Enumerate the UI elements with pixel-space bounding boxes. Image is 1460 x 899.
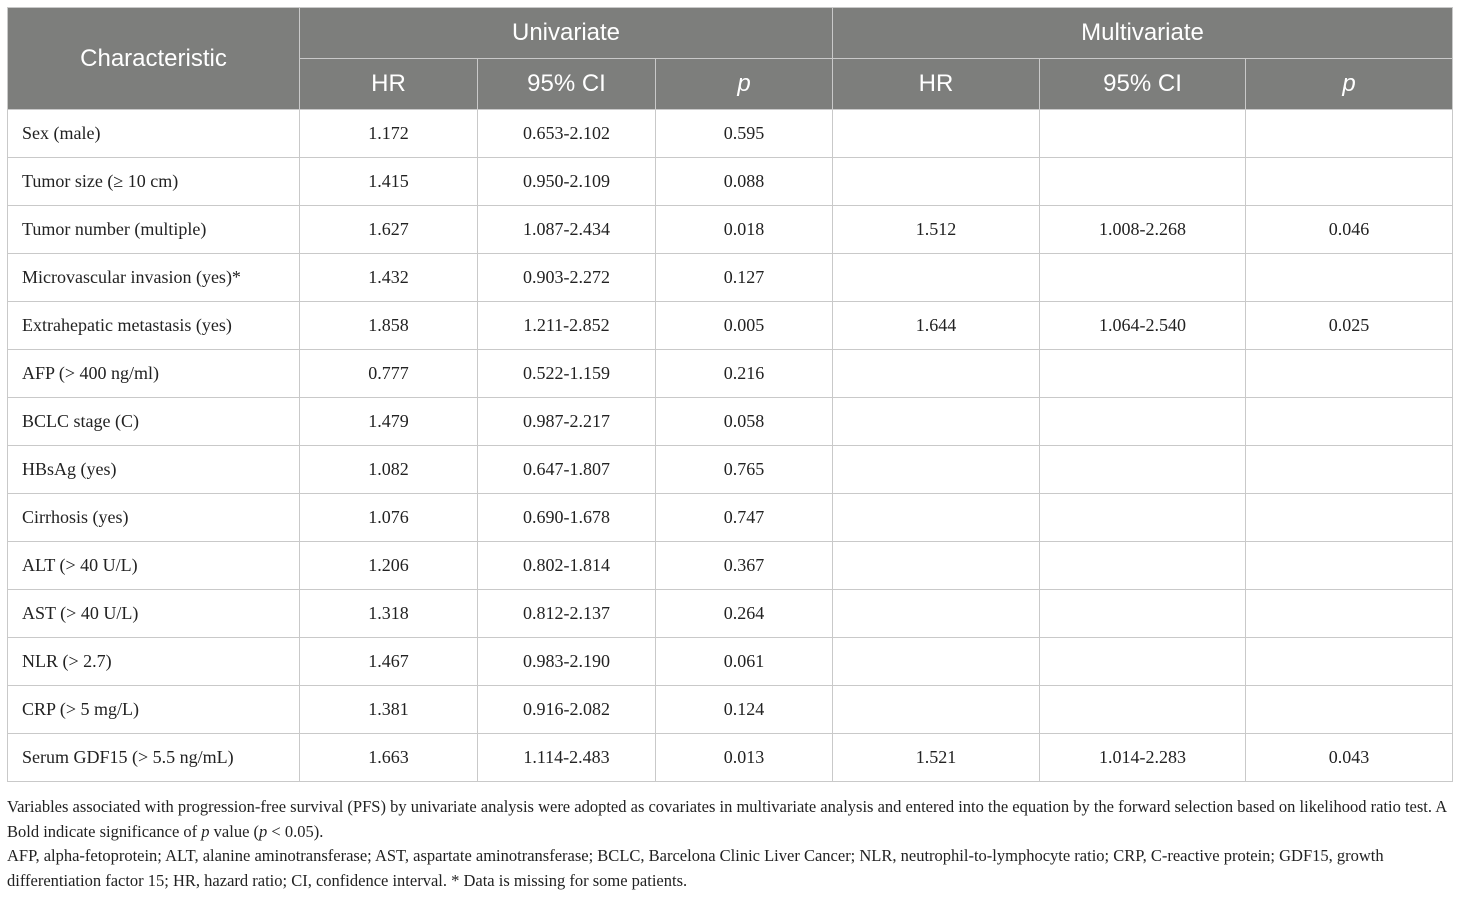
cell-multivariate-p	[1246, 110, 1453, 158]
header-univariate-ci: 95% CI	[478, 59, 656, 110]
cell-univariate-ci: 0.983-2.190	[478, 638, 656, 686]
cell-univariate-hr: 1.076	[300, 494, 478, 542]
cell-univariate-ci: 0.522-1.159	[478, 350, 656, 398]
header-multivariate-ci: 95% CI	[1040, 59, 1246, 110]
results-table	[7, 7, 1453, 782]
cell-univariate-p: 0.367	[656, 542, 833, 590]
cell-univariate-p: 0.124	[656, 686, 833, 734]
cell-univariate-ci: 0.812-2.137	[478, 590, 656, 638]
footnote-text: < 0.05).	[267, 821, 324, 841]
cell-univariate-p: 0.747	[656, 494, 833, 542]
footnote-abbreviations: AFP, alpha-fetoprotein; ALT, alanine aminotransferase; AST, aspartate aminotransferase; BCLC, Barcelona Clinic Liver Cancer; NLR, neutrophil-to-lymphocyte ratio; CRP, C-reactive protein; GDF15, growth differentiation factor 15; HR, hazard ratio; CI, confidence interval. * Data is missing for some patients.	[7, 846, 1384, 890]
cell-univariate-ci: 1.087-2.434	[478, 206, 656, 254]
table-row	[8, 302, 1453, 350]
cell-univariate-ci: 0.950-2.109	[478, 158, 656, 206]
cell-univariate-p: 0.765	[656, 446, 833, 494]
cell-univariate-hr: 1.663	[300, 734, 478, 782]
cell-univariate-ci: 0.916-2.082	[478, 686, 656, 734]
cell-multivariate-p	[1246, 494, 1453, 542]
cell-multivariate-ci: 1.008-2.268	[1040, 206, 1246, 254]
footnote-text: Variables associated with progression-free survival (PFS) by univariate analysis were adopted as covariates in multivariate analysis and entered into the equation by the forward selection based on likelihood ratio test. A Bold indicate significance of	[7, 797, 1447, 841]
cell-univariate-ci: 0.690-1.678	[478, 494, 656, 542]
header-multivariate-p: p	[1246, 59, 1453, 110]
cell-univariate-ci: 0.987-2.217	[478, 398, 656, 446]
cell-univariate-hr: 1.479	[300, 398, 478, 446]
cell-univariate-p: 0.264	[656, 590, 833, 638]
cell-univariate-ci: 0.647-1.807	[478, 446, 656, 494]
cell-multivariate-hr	[833, 494, 1040, 542]
cell-characteristic: AFP (> 400 ng/ml)	[8, 350, 300, 398]
cell-univariate-ci: 1.211-2.852	[478, 302, 656, 350]
table-row	[8, 254, 1453, 302]
table-row	[8, 638, 1453, 686]
cell-characteristic: Extrahepatic metastasis (yes)	[8, 302, 300, 350]
table-row	[8, 398, 1453, 446]
header-univariate-hr: HR	[300, 59, 478, 110]
cell-characteristic: BCLC stage (C)	[8, 398, 300, 446]
header-row-groups	[8, 8, 1453, 59]
cell-univariate-p: 0.216	[656, 350, 833, 398]
table-row	[8, 110, 1453, 158]
cell-multivariate-p	[1246, 590, 1453, 638]
cell-multivariate-ci: 1.014-2.283	[1040, 734, 1246, 782]
cell-multivariate-hr	[833, 686, 1040, 734]
cell-univariate-p: 0.127	[656, 254, 833, 302]
cell-characteristic: Sex (male)	[8, 110, 300, 158]
cell-multivariate-hr	[833, 542, 1040, 590]
cell-multivariate-p	[1246, 446, 1453, 494]
cell-characteristic: CRP (> 5 mg/L)	[8, 686, 300, 734]
cell-characteristic: NLR (> 2.7)	[8, 638, 300, 686]
cell-characteristic: Serum GDF15 (> 5.5 ng/mL)	[8, 734, 300, 782]
table-row	[8, 206, 1453, 254]
cell-multivariate-p	[1246, 398, 1453, 446]
table-row	[8, 446, 1453, 494]
cell-multivariate-p: 0.025	[1246, 302, 1453, 350]
cell-multivariate-ci	[1040, 686, 1246, 734]
footnote-p-symbol: p	[201, 821, 210, 841]
cell-univariate-hr: 1.858	[300, 302, 478, 350]
table-row	[8, 494, 1453, 542]
cell-univariate-ci: 0.653-2.102	[478, 110, 656, 158]
header-univariate-p: p	[656, 59, 833, 110]
cell-univariate-p: 0.061	[656, 638, 833, 686]
cell-multivariate-hr	[833, 350, 1040, 398]
table-row	[8, 542, 1453, 590]
cell-multivariate-ci	[1040, 638, 1246, 686]
cell-characteristic: Tumor size (≥ 10 cm)	[8, 158, 300, 206]
cell-univariate-p: 0.088	[656, 158, 833, 206]
cell-characteristic: AST (> 40 U/L)	[8, 590, 300, 638]
cell-univariate-hr: 0.777	[300, 350, 478, 398]
table-row	[8, 590, 1453, 638]
cell-characteristic: ALT (> 40 U/L)	[8, 542, 300, 590]
cell-multivariate-p	[1246, 686, 1453, 734]
cell-univariate-hr: 1.082	[300, 446, 478, 494]
header-univariate: Univariate	[300, 8, 833, 59]
table-row	[8, 734, 1453, 782]
cell-multivariate-ci	[1040, 590, 1246, 638]
cell-univariate-ci: 0.802-1.814	[478, 542, 656, 590]
cell-multivariate-hr	[833, 158, 1040, 206]
cell-univariate-hr: 1.381	[300, 686, 478, 734]
cell-multivariate-p	[1246, 638, 1453, 686]
cell-multivariate-hr	[833, 638, 1040, 686]
cell-univariate-hr: 1.172	[300, 110, 478, 158]
cell-multivariate-p	[1246, 350, 1453, 398]
cell-univariate-p: 0.018	[656, 206, 833, 254]
cell-univariate-hr: 1.318	[300, 590, 478, 638]
cell-characteristic: Tumor number (multiple)	[8, 206, 300, 254]
footnote-text: value (	[209, 821, 260, 841]
cell-multivariate-p	[1246, 254, 1453, 302]
cell-multivariate-ci	[1040, 398, 1246, 446]
cell-characteristic: Cirrhosis (yes)	[8, 494, 300, 542]
cell-multivariate-hr	[833, 110, 1040, 158]
cell-multivariate-ci	[1040, 158, 1246, 206]
table-row	[8, 158, 1453, 206]
cell-multivariate-ci	[1040, 446, 1246, 494]
cell-univariate-p: 0.005	[656, 302, 833, 350]
cell-multivariate-hr	[833, 398, 1040, 446]
cell-multivariate-p: 0.046	[1246, 206, 1453, 254]
cell-univariate-hr: 1.627	[300, 206, 478, 254]
cell-multivariate-ci	[1040, 110, 1246, 158]
cell-univariate-p: 0.595	[656, 110, 833, 158]
table-footnotes	[7, 795, 1457, 893]
cell-univariate-p: 0.013	[656, 734, 833, 782]
cell-univariate-p: 0.058	[656, 398, 833, 446]
cell-multivariate-ci	[1040, 350, 1246, 398]
cell-characteristic: Microvascular invasion (yes)*	[8, 254, 300, 302]
table-row	[8, 686, 1453, 734]
header-multivariate: Multivariate	[833, 8, 1453, 59]
table-row	[8, 350, 1453, 398]
footnote-p-symbol: p	[259, 821, 268, 841]
cell-univariate-ci: 0.903-2.272	[478, 254, 656, 302]
table-body	[8, 110, 1453, 782]
cell-multivariate-ci	[1040, 542, 1246, 590]
cell-univariate-hr: 1.432	[300, 254, 478, 302]
cell-multivariate-p	[1246, 542, 1453, 590]
cell-multivariate-hr	[833, 254, 1040, 302]
cell-univariate-hr: 1.467	[300, 638, 478, 686]
cell-multivariate-p: 0.043	[1246, 734, 1453, 782]
cell-multivariate-ci	[1040, 494, 1246, 542]
header-characteristic: Characteristic	[8, 8, 300, 110]
cell-multivariate-hr: 1.644	[833, 302, 1040, 350]
cell-multivariate-p	[1246, 158, 1453, 206]
header-multivariate-hr: HR	[833, 59, 1040, 110]
footnote-method	[7, 795, 1457, 844]
cell-univariate-hr: 1.415	[300, 158, 478, 206]
table-container	[7, 7, 1452, 782]
cell-multivariate-ci	[1040, 254, 1246, 302]
cell-multivariate-hr: 1.512	[833, 206, 1040, 254]
cell-univariate-ci: 1.114-2.483	[478, 734, 656, 782]
cell-multivariate-ci: 1.064-2.540	[1040, 302, 1246, 350]
cell-multivariate-hr: 1.521	[833, 734, 1040, 782]
cell-multivariate-hr	[833, 446, 1040, 494]
cell-multivariate-hr	[833, 590, 1040, 638]
cell-univariate-hr: 1.206	[300, 542, 478, 590]
cell-characteristic: HBsAg (yes)	[8, 446, 300, 494]
